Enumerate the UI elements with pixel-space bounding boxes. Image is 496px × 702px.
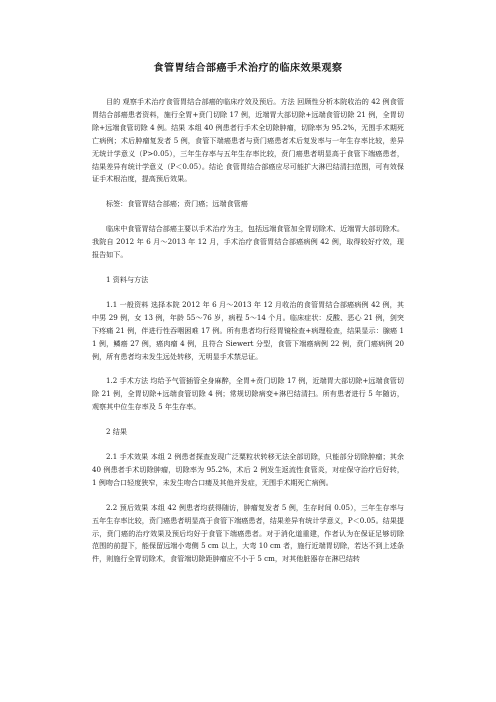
document-title: 食管胃结合部癌手术治疗的临床效果观察	[153, 63, 343, 74]
abstract-paragraph: 目的 观察手术治疗食管胃结合部癌的临床疗效及预后。方法 回顾性分析本院收治的 42 例食管胃结合部癌患者资料，施行全胃+贲门切除 17 例，近端胃大部切除+远端食管切除 21 例，全胃切除+远端食管切除 4 例。结果 本组 40 例患者行手术全切除肿瘤，切除率为 95.2%，无围手术期死亡病例；术后肿瘤复发者 5 例，食管下端癌患者与贲门癌患者术后复发率与一年生存率比较，差异无统计学意义（P>0.05），三年生存率与五年生存率比较，贲门癌患者明显高于食管下端癌患者，结果差异有统计学意义（P＜0.05）。结论 食管胃结合部癌应尽可能扩大淋巴结清扫范围，可有效保证手术根治度，提高预后效果。	[92, 97, 404, 184]
intro-paragraph: 临床中食管胃结合部癌主要以手术治疗为主，包括远端食管加全胃切除术、近端胃大部切除术。我院自 2012 年 6 月～2013 年 12 月，手术治疗食管胃结合部癌病例 42 例，取得较好疗效，现报告如下。	[92, 224, 404, 260]
section-heading-methods: 1 资料与方法	[106, 274, 149, 284]
surgical-outcome-paragraph: 2.1 手术效果 本组 2 例患者探查发现广泛粟粒状转移无法全部切除，只能部分切除肿瘤；其余 40 例患者手术切除肿瘤，切除率为 95.2%，术后 2 例发生返流性食管炎，对症保守治疗后好转，1 例吻合口轻度狭窄，未发生吻合口瘘及其他并发症，无围手术期死亡病例。	[92, 452, 404, 487]
general-data-paragraph: 1.1 一般资料 选择本院 2012 年 6 月～2013 年 12 月收治的食管胃结合部癌病例 42 例，其中男 29 例，女 13 例，年龄 55～76 岁，病程 5～14 个月。临床症状：反酸、恶心 21 例，剑突下疼痛 21 例，伴进行性吞咽困难 17 例。所有患者均行经胃镜检查+病理检查，结果显示：腺癌 11 例，鳞癌 27 例，癌肉瘤 4 例，且符合 Siewert 分型，食管下端癌病例 22 例，贲门癌病例 20 例，所有患者均未发生远处转移，无明显手术禁忌证。	[92, 299, 404, 361]
prognosis-paragraph: 2.2 预后效果 本组 42 例患者均获得随访，肿瘤复发者 5 例，生存时间 0.05），三年生存率与五年生存率比较，贲门癌患者明显高于食管下端癌患者，结果差异有统计学意义，P＜0.05。结果提示，贲门癌的治疗效果及预后均好于食管下端癌患者。对于消化道重建，作者认为在保证足够切除范围的前提下，能保留远端小弯侧 5 cm 以上，大弯 10 cm 者，施行近端胃切除，若达不到上述条件，则施行全胃切除术，食管端切除距肿瘤应不小于 5 cm，对其他脏器存在淋巴结转	[92, 502, 404, 564]
surgical-method-paragraph: 1.2 手术方法 均给予气管插管全身麻醉，全胃+贲门切除 17 例，近端胃大部切除+远端食管切除 21 例，全胃切除+远端食管切除 4 例；常规切除病变+淋巴结清扫。所有患者进行 5 年随访，观察其中位生存率及 5 年生存率。	[92, 376, 404, 412]
keywords-paragraph: 标签：食管胃结合部癌；贲门癌；远端食管癌	[106, 199, 248, 209]
document-body	[92, 62, 404, 566]
section-heading-results: 2 结果	[106, 427, 127, 437]
